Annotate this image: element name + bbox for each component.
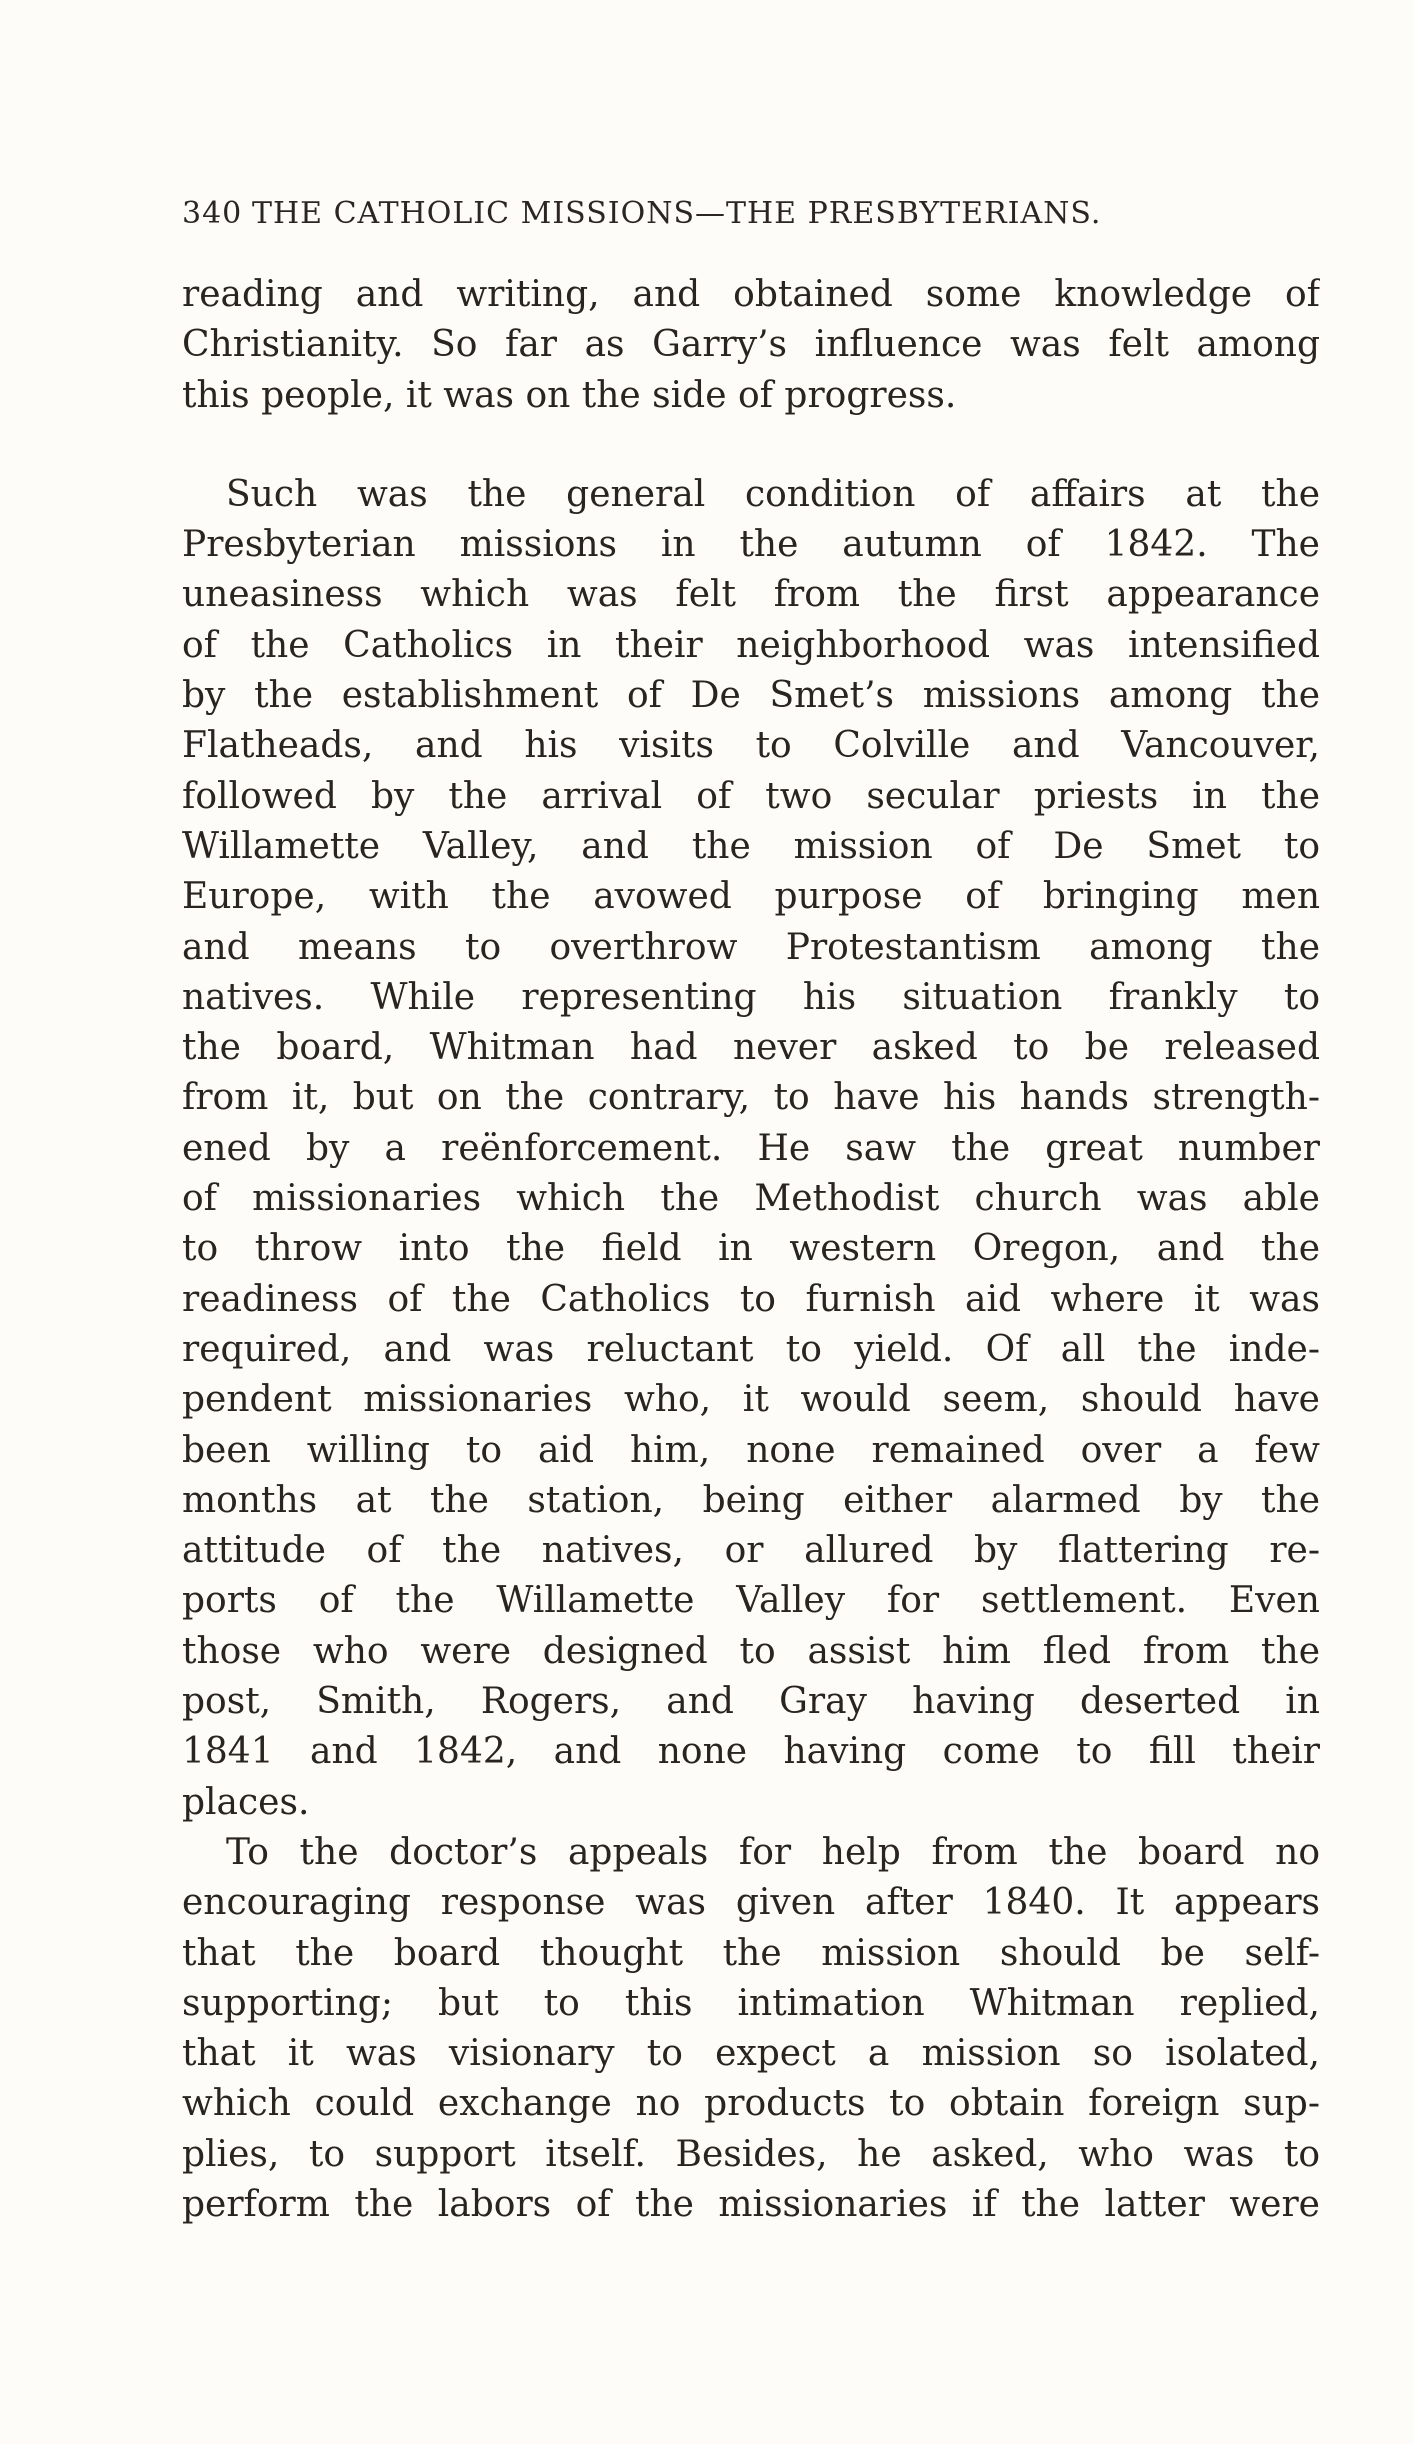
text-line: natives. While representing his situation frankly to [182, 976, 1320, 1018]
paragraph [182, 270, 1320, 421]
text-line: to throw into the field in western Oregon, and the [182, 1228, 1320, 1270]
text-line: of the Catholics in their neighborhood was intensified [182, 624, 1320, 666]
text-line: this people, it was on the side of progress. [182, 374, 957, 416]
text-line: ened by a reënforcement. He saw the great number [182, 1127, 1320, 1169]
text-line: reading and writing, and obtained some knowledge of [182, 274, 1320, 315]
text-line: that the board thought the mission should be self- [182, 1932, 1320, 1974]
text-line: months at the station, being either alarmed by the [182, 1479, 1320, 1521]
paragraph [182, 470, 1320, 1828]
text-line: Willamette Valley, and the mission of De Smet to [182, 825, 1320, 867]
text-line: from it, but on the contrary, to have his hands strength- [182, 1077, 1320, 1119]
text-line: required, and was reluctant to yield. Of all the inde- [182, 1328, 1320, 1370]
text-line: To the doctor’s appeals for help from the board no [226, 1831, 1320, 1873]
text-line: perform the labors of the missionaries if the latter were [182, 2183, 1320, 2225]
text-line: and means to overthrow Protestantism among the [182, 926, 1320, 968]
text-line: 1841 and 1842, and none having come to fill their [182, 1731, 1320, 1773]
text-line: Europe, with the avowed purpose of bringing men [182, 876, 1320, 918]
text-line: attitude of the natives, or allured by flattering re- [182, 1530, 1320, 1572]
text-line: Presbyterian missions in the autumn of 1842. The [182, 524, 1320, 566]
text-line: followed by the arrival of two secular priests in the [182, 775, 1320, 817]
text-line: by the establishment of De Smet’s missions among the [182, 675, 1320, 717]
text-line: readiness of the Catholics to furnish aid where it was [182, 1278, 1320, 1320]
text-line: of missionaries which the Methodist church was able [182, 1178, 1320, 1220]
text-line: the board, Whitman had never asked to be released [182, 1027, 1320, 1069]
text-line: that it was visionary to expect a mission so isolated, [182, 2033, 1320, 2075]
text-line: plies, to support itself. Besides, he asked, who was to [182, 2133, 1320, 2175]
text-line: which could exchange no products to obtain foreign sup- [182, 2083, 1320, 2125]
body-text [182, 270, 1320, 2230]
text-line: pendent missionaries who, it would seem, should have [182, 1379, 1320, 1421]
text-line: places. [182, 1781, 310, 1823]
text-line: encouraging response was given after 1840. It appears [182, 1882, 1320, 1924]
text-line: uneasiness which was felt from the first appearance [182, 574, 1320, 616]
text-line: Christianity. So far as Garry’s influence was felt among [182, 324, 1320, 366]
text-line: Such was the general condition of affairs at the [226, 473, 1320, 515]
text-line: been willing to aid him, none remained over a few [182, 1429, 1320, 1471]
text-line: Flatheads, and his visits to Colville and Vancouver, [182, 725, 1320, 767]
running-head [182, 196, 1202, 246]
text-line: supporting; but to this intimation Whitman replied, [182, 1982, 1320, 2024]
text-line: post, Smith, Rogers, and Gray having deserted in [182, 1681, 1320, 1723]
text-line: ports of the Willamette Valley for settlement. Even [182, 1580, 1320, 1622]
text-line: those who were designed to assist him fled from the [182, 1630, 1320, 1672]
paragraph-gap [182, 421, 1320, 470]
running-title: THE CATHOLIC MISSIONS—THE PRESBYTERIANS. [252, 196, 1102, 231]
page-number: 340 [182, 196, 243, 231]
paragraph [182, 1828, 1320, 2230]
